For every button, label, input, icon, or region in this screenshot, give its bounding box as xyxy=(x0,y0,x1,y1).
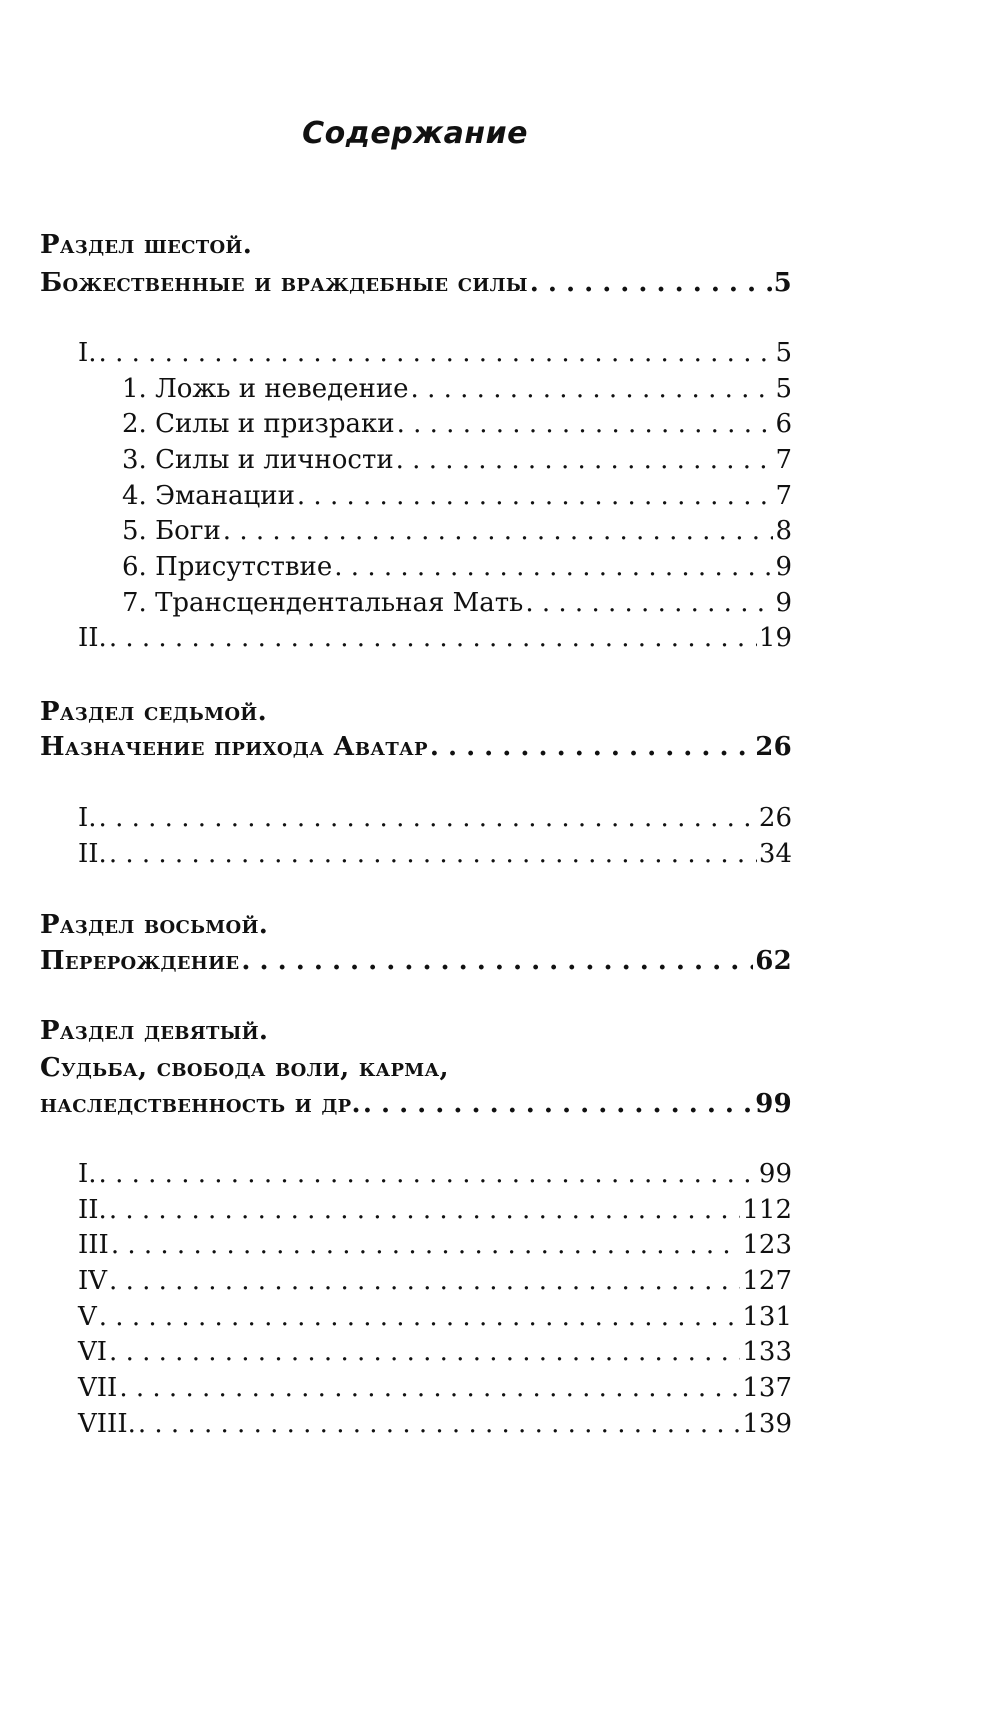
page-number: 99 xyxy=(758,1159,792,1189)
section-number: Раздел девятый. xyxy=(40,1016,269,1046)
toc-entry[interactable] xyxy=(78,836,792,872)
section-title-line xyxy=(40,1050,792,1086)
dot-leader xyxy=(241,943,753,979)
dot-leader xyxy=(363,1086,753,1122)
page-number: 7 xyxy=(775,445,792,475)
page-number: 9 xyxy=(775,588,792,618)
dot-leader xyxy=(109,620,757,656)
dot-leader xyxy=(334,549,773,585)
page-number: 7 xyxy=(775,481,792,511)
dot-leader xyxy=(138,1406,741,1442)
section-title: Назначение прихода Аватар xyxy=(40,732,428,762)
page-number: 6 xyxy=(775,409,792,439)
toc-entry[interactable] xyxy=(78,1192,792,1228)
dot-leader xyxy=(109,1192,741,1228)
toc-entry[interactable] xyxy=(78,1370,792,1406)
entry-label: I. xyxy=(78,1159,97,1189)
entry-label: V xyxy=(78,1302,97,1332)
page-number: 26 xyxy=(758,803,792,833)
entry-label: 5. Боги xyxy=(122,516,221,546)
dot-leader xyxy=(430,729,753,765)
page-number: 5 xyxy=(775,374,792,404)
dot-leader xyxy=(411,371,774,407)
entry-label: I. xyxy=(78,338,97,368)
toc-entry[interactable] xyxy=(122,478,792,514)
dot-leader xyxy=(111,1227,741,1263)
toc-entry[interactable] xyxy=(122,549,792,585)
toc-entry[interactable] xyxy=(122,585,792,621)
section-title: Перерождение xyxy=(40,946,240,976)
page-number: 5 xyxy=(775,338,792,368)
toc-entry[interactable] xyxy=(122,406,792,442)
section-heading xyxy=(40,227,792,263)
toc-entry-section[interactable] xyxy=(40,265,792,301)
section-title: Божественные и враждебные силы xyxy=(40,268,528,298)
dot-leader xyxy=(99,335,774,371)
page-number: 131 xyxy=(742,1302,792,1332)
toc-entry[interactable] xyxy=(78,800,792,836)
toc-entry[interactable] xyxy=(122,371,792,407)
section-title-line1: Судьба, свобода воли, карма, xyxy=(40,1053,449,1083)
page-number: 19 xyxy=(758,623,792,653)
toc-entry-section[interactable] xyxy=(40,943,792,979)
page-number: 34 xyxy=(758,839,792,869)
page-number: 139 xyxy=(742,1409,792,1439)
entry-label: II. xyxy=(78,623,107,653)
entry-label: 2. Силы и призраки xyxy=(122,409,395,439)
entry-label: 1. Ложь и неведение xyxy=(122,374,409,404)
toc-entry[interactable] xyxy=(122,442,792,478)
section-heading xyxy=(40,694,792,730)
page-number: 9 xyxy=(775,552,792,582)
entry-label: VII xyxy=(78,1373,118,1403)
toc-entry-section[interactable] xyxy=(40,1086,792,1122)
dot-leader xyxy=(530,265,772,301)
section-number: Раздел шестой. xyxy=(40,230,253,260)
section-number: Раздел восьмой. xyxy=(40,910,269,940)
page-number: 26 xyxy=(755,732,792,762)
dot-leader xyxy=(396,442,774,478)
section-number: Раздел седьмой. xyxy=(40,697,267,727)
dot-leader xyxy=(109,1263,740,1299)
page-number: 133 xyxy=(742,1337,792,1367)
entry-label: 6. Присутствие xyxy=(122,552,333,582)
entry-label: II. xyxy=(78,1195,107,1225)
toc-entry[interactable] xyxy=(78,1227,792,1263)
toc-entry[interactable] xyxy=(78,1334,792,1370)
dot-leader xyxy=(99,800,757,836)
page-number: 127 xyxy=(742,1266,792,1296)
page-title: Содержание xyxy=(302,116,528,151)
dot-leader xyxy=(525,585,773,621)
entry-label: III xyxy=(78,1230,109,1260)
toc-entry[interactable] xyxy=(122,513,792,549)
toc-entry[interactable] xyxy=(78,1263,792,1299)
entry-label: 3. Силы и личности xyxy=(122,445,394,475)
toc-entry[interactable] xyxy=(78,1299,792,1335)
dot-leader xyxy=(119,1370,740,1406)
dot-leader xyxy=(109,836,757,872)
toc-entry[interactable] xyxy=(78,1406,792,1442)
toc-entry[interactable] xyxy=(78,335,792,371)
dot-leader xyxy=(99,1299,741,1335)
page-number: 5 xyxy=(773,268,792,298)
page-number: 123 xyxy=(742,1230,792,1260)
entry-label: I. xyxy=(78,803,97,833)
page-number: 8 xyxy=(775,516,792,546)
entry-label: II. xyxy=(78,839,107,869)
section-title: наследственность и др. xyxy=(40,1089,361,1119)
page-number: 99 xyxy=(755,1089,792,1119)
toc-entry[interactable] xyxy=(78,620,792,656)
section-heading xyxy=(40,907,792,943)
dot-leader xyxy=(397,406,774,442)
entry-label: IV xyxy=(78,1266,108,1296)
page-number: 137 xyxy=(742,1373,792,1403)
dot-leader xyxy=(223,513,774,549)
dot-leader xyxy=(297,478,774,514)
entry-label: 4. Эманации xyxy=(122,481,295,511)
toc-entry[interactable] xyxy=(78,1156,792,1192)
entry-label: VIII. xyxy=(78,1409,136,1439)
section-heading xyxy=(40,1013,792,1049)
entry-label: VI xyxy=(78,1337,108,1367)
dot-leader xyxy=(99,1156,757,1192)
page-number: 62 xyxy=(755,946,792,976)
page-number: 112 xyxy=(742,1195,792,1225)
toc-entry-section[interactable] xyxy=(40,729,792,765)
entry-label: 7. Трансцендентальная Мать xyxy=(122,588,524,618)
dot-leader xyxy=(109,1334,740,1370)
